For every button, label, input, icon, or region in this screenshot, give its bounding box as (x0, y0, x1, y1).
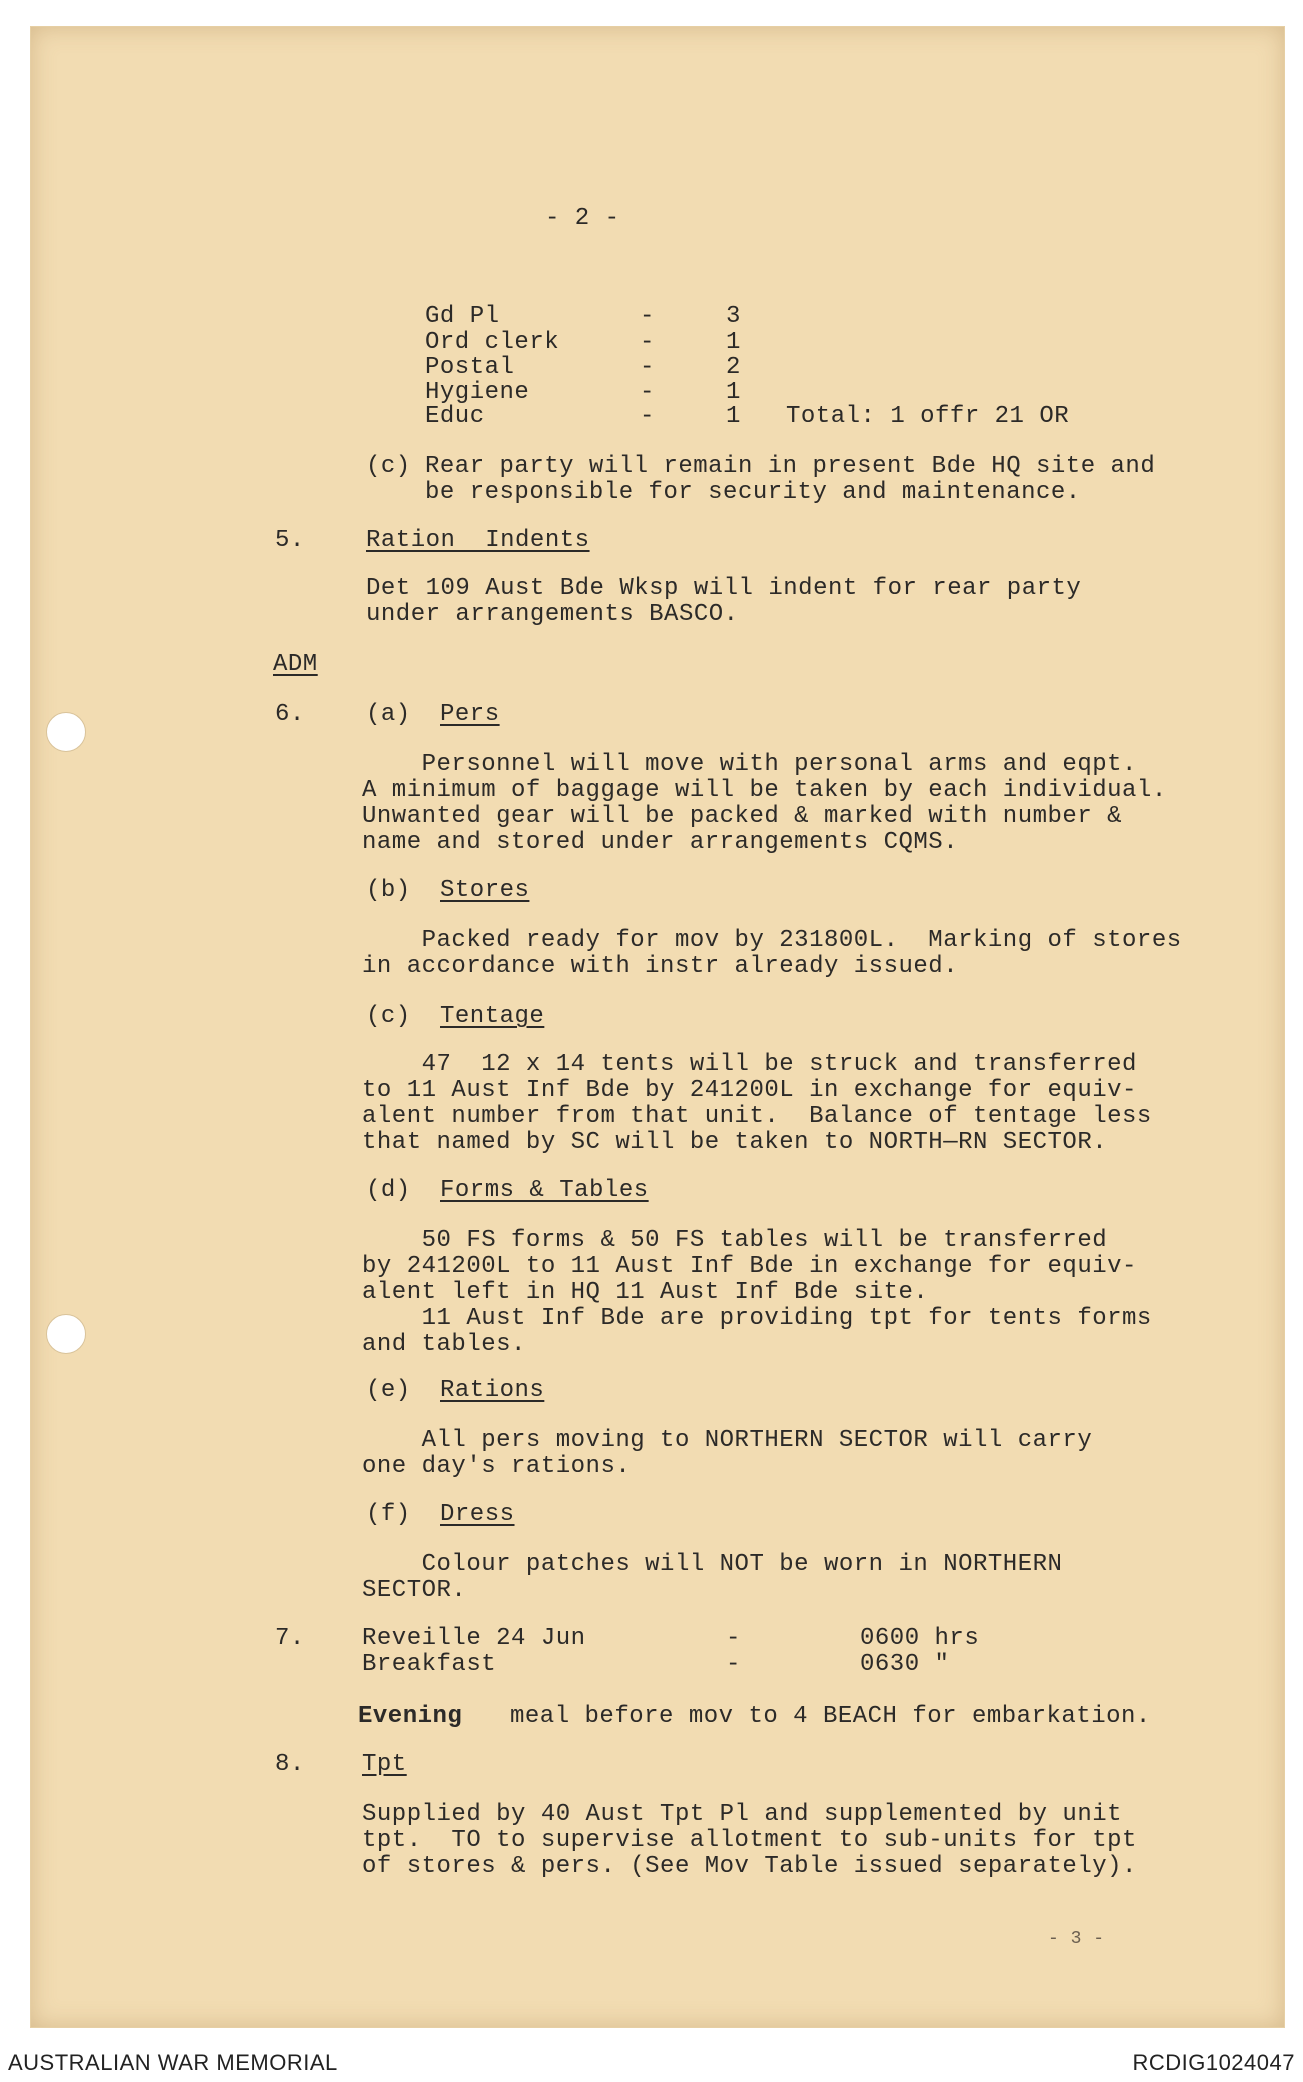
paragraph-line: to 11 Aust Inf Bde by 241200L in exchange for equiv- (362, 1077, 1137, 1104)
paragraph-line: tpt. TO to supervise allotment to sub-units for tpt (362, 1827, 1137, 1854)
punch-hole (46, 712, 86, 752)
subpara-marker: (d) (366, 1177, 411, 1204)
paragraph-line: Unwanted gear will be packed & marked with number & (362, 803, 1123, 830)
footer-right: RCDIG1024047 (1132, 2050, 1295, 2075)
schedule-label: Reveille 24 Jun (362, 1625, 586, 1652)
subpara-heading: Rations (440, 1377, 545, 1404)
adm-heading: ADM (273, 651, 318, 678)
list-item-dash: - (640, 379, 655, 406)
paragraph-line: Supplied by 40 Aust Tpt Pl and supplemented by unit (362, 1801, 1123, 1828)
paragraph-line: All pers moving to NORTHERN SECTOR will carry (362, 1427, 1093, 1454)
list-item-dash: - (640, 329, 655, 356)
paragraph-line: 11 Aust Inf Bde are providing tpt for tents forms (362, 1305, 1152, 1332)
punch-hole (46, 1314, 86, 1354)
paragraph-line: 47 12 x 14 tents will be struck and transferred (362, 1051, 1137, 1078)
page-number: - 2 - (545, 205, 620, 232)
subpara-heading: Stores (440, 877, 530, 904)
list-item-role: Hygiene (425, 379, 530, 406)
paragraph-line: Personnel will move with personal arms and eqpt. (362, 751, 1137, 778)
schedule-label: Breakfast (362, 1651, 497, 1678)
paragraph-line: alent left in HQ 11 Aust Inf Bde site. (362, 1279, 929, 1306)
paragraph-line: meal before mov to 4 BEACH for embarkation. (510, 1703, 1151, 1730)
paragraph-line: and tables. (362, 1331, 526, 1358)
list-item-count: 1 (726, 403, 741, 430)
para-marker: (c) (366, 453, 411, 480)
paragraph-line: 50 FS forms & 50 FS tables will be transferred (362, 1227, 1108, 1254)
subpara-marker: (e) (366, 1377, 411, 1404)
subpara-marker: (c) (366, 1003, 411, 1030)
list-item-dash: - (640, 403, 655, 430)
list-item-role: Postal (425, 354, 515, 381)
section-heading: Tpt (362, 1751, 407, 1778)
list-item-count: 1 (726, 329, 741, 356)
section-heading: Ration Indents (366, 527, 590, 554)
paragraph-line: one day's rations. (362, 1453, 631, 1480)
list-item-count: 3 (726, 303, 741, 330)
section-number: 5. (275, 527, 305, 554)
schedule-time: 0630 " (860, 1651, 950, 1678)
evening-word: Evening (358, 1703, 463, 1730)
list-item-count: 1 (726, 379, 741, 406)
paragraph-line: of stores & pers. (See Mov Table issued separately). (362, 1853, 1137, 1880)
subpara-heading: Forms & Tables (440, 1177, 649, 1204)
schedule-dash: - (726, 1651, 741, 1678)
schedule-time: 0600 hrs (860, 1625, 980, 1652)
schedule-dash: - (726, 1625, 741, 1652)
list-item-count: 2 (726, 354, 741, 381)
list-item-dash: - (640, 303, 655, 330)
continuation-mark: - 3 - (1048, 1929, 1105, 1949)
paragraph-line: by 241200L to 11 Aust Inf Bde in exchange for equiv- (362, 1253, 1137, 1280)
paragraph-line: that named by SC will be taken to NORTH—RN SECTOR. (362, 1129, 1108, 1156)
paragraph-line: Packed ready for mov by 231800L. Marking of stores (362, 927, 1182, 954)
subpara-heading: Dress (440, 1501, 515, 1528)
subpara-heading: Tentage (440, 1003, 545, 1030)
list-item-dash: - (640, 354, 655, 381)
paragraph-line: in accordance with instr already issued. (362, 953, 959, 980)
subpara-heading: Pers (440, 701, 500, 728)
list-item-role: Educ (425, 403, 485, 430)
section-number: 8. (275, 1751, 305, 1778)
paragraph-line: SECTOR. (362, 1577, 467, 1604)
footer-left: AUSTRALIAN WAR MEMORIAL (8, 2050, 338, 2075)
paragraph-line: Det 109 Aust Bde Wksp will indent for rear party (366, 575, 1082, 602)
paragraph-line: name and stored under arrangements CQMS. (362, 829, 959, 856)
paragraph-line: Rear party will remain in present Bde HQ site and (425, 453, 1156, 480)
section-number: 7. (275, 1625, 305, 1652)
list-item-role: Gd Pl (425, 303, 500, 330)
paragraph-line: be responsible for security and maintenance. (425, 479, 1081, 506)
paragraph-line: under arrangements BASCO. (366, 601, 739, 628)
paragraph-line: Colour patches will NOT be worn in NORTHERN (362, 1551, 1063, 1578)
subpara-marker: (f) (366, 1501, 411, 1528)
total-line: Total: 1 offr 21 OR (786, 403, 1070, 430)
subpara-marker: (a) (366, 701, 411, 728)
list-item-role: Ord clerk (425, 329, 560, 356)
paragraph-line: A minimum of baggage will be taken by each individual. (362, 777, 1167, 804)
paragraph-line: alent number from that unit. Balance of tentage less (362, 1103, 1152, 1130)
subpara-marker: (b) (366, 877, 411, 904)
section-number: 6. (275, 701, 305, 728)
